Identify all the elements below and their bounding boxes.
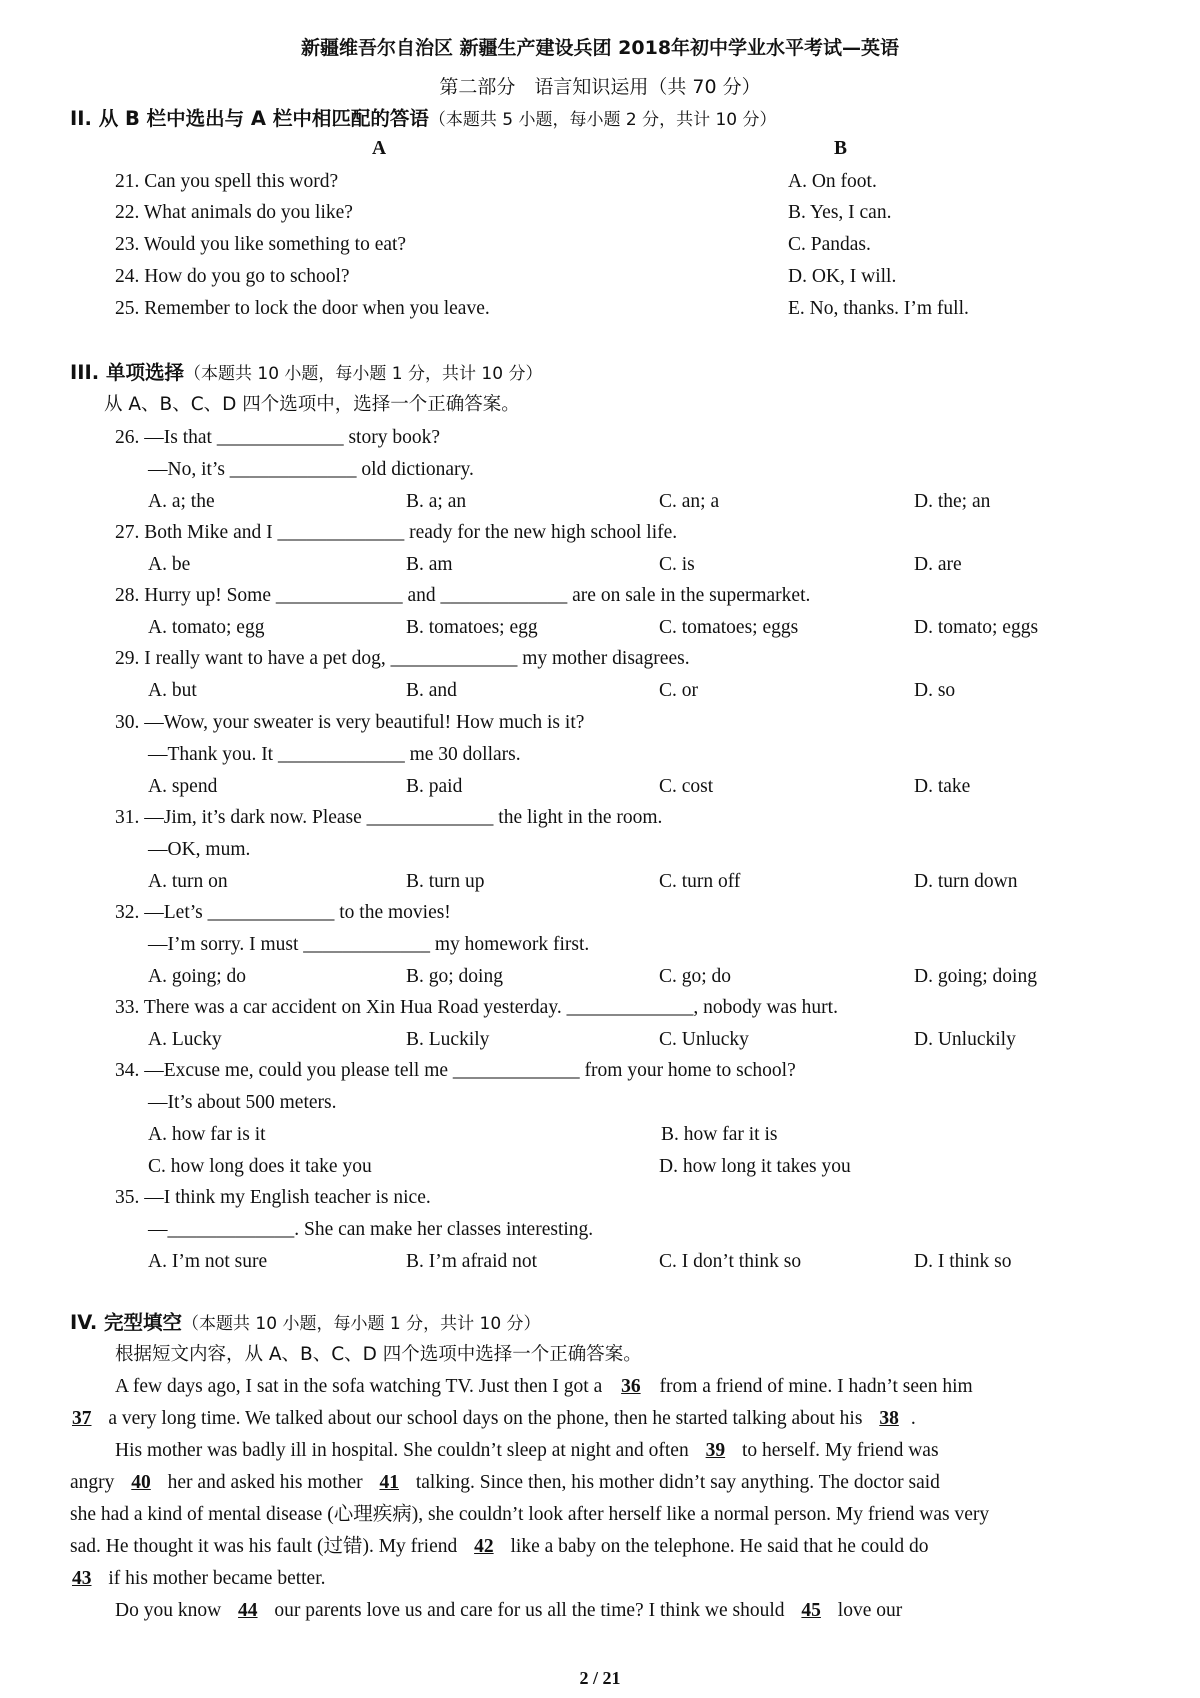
passage-line-8 — [115, 1599, 902, 1623]
blank-43: 43 — [72, 1568, 92, 1589]
match-answer-c: C. Pandas. — [788, 234, 871, 255]
question-30-line1: 30. —Wow, your sweater is very beautiful! How much is it? — [115, 712, 585, 733]
passage-text: to herself. My friend was — [741, 1440, 939, 1461]
blank-45: 45 — [801, 1600, 821, 1621]
q32-option-b: B. go; doing — [406, 966, 503, 987]
q26-option-d: D. the; an — [914, 491, 991, 512]
section-ii-note: （本题共 5 小题，每小题 2 分，共计 10 分） — [428, 110, 777, 130]
q35-option-a: A. I’m not sure — [148, 1251, 268, 1272]
q30-option-a: A. spend — [148, 776, 218, 797]
q31-option-b: B. turn up — [406, 871, 485, 892]
q26-option-c: C. an; a — [659, 491, 720, 512]
q30-option-d: D. take — [914, 776, 971, 797]
question-34-line2: —It’s about 500 meters. — [148, 1092, 337, 1113]
question-34-line1: 34. —Excuse me, could you please tell me _____________ from your home to school? — [115, 1060, 796, 1081]
q34-option-c: C. how long does it take you — [148, 1156, 372, 1177]
q31-option-a: A. turn on — [148, 871, 228, 892]
question-35-line2: —_____________. She can make her classes interesting. — [148, 1219, 594, 1240]
q27-option-a: A. be — [148, 554, 191, 575]
passage-text: from a friend of mine. I hadn’t seen him — [659, 1376, 973, 1397]
passage-text: . — [910, 1408, 916, 1429]
passage-line-3 — [115, 1439, 939, 1463]
section-iii-note: （本题共 10 小题，每小题 1 分，共计 10 分） — [183, 364, 543, 384]
q35-option-b: B. I’m afraid not — [406, 1251, 538, 1272]
match-question-21: 21. Can you spell this word? — [115, 171, 339, 192]
match-answer-a: A. On foot. — [788, 171, 877, 192]
passage-line-5: she had a kind of mental disease (心理疾病), she couldn’t look after herself like a normal person. My friend was very — [70, 1504, 990, 1525]
passage-text: Do you know — [115, 1600, 222, 1621]
blank-39: 39 — [705, 1440, 726, 1461]
section-iii-heading — [70, 361, 542, 386]
blank-41: 41 — [379, 1472, 399, 1493]
section-iv-note: （本题共 10 小题，每小题 1 分，共计 10 分） — [182, 1314, 541, 1334]
section-iv-instruction: 根据短文内容，从 A、B、C、D 四个选项中选择一个正确答案。 — [115, 1344, 642, 1365]
passage-text: sad. He thought it was his fault (过错). My friend — [70, 1536, 458, 1557]
q26-option-a: A. a; the — [148, 491, 215, 512]
part-title: 第二部分 语言知识运用（共 70 分） — [439, 76, 761, 98]
q29-option-d: D. so — [914, 680, 956, 701]
question-31-line1: 31. —Jim, it’s dark now. Please _____________ the light in the room. — [115, 807, 663, 828]
blank-44: 44 — [238, 1600, 258, 1621]
q27-option-d: D. are — [914, 554, 962, 575]
match-answer-d: D. OK, I will. — [788, 266, 897, 287]
match-answer-b: B. Yes, I can. — [788, 202, 892, 223]
section-iii-instruction: 从 A、B、C、D 四个选项中，选择一个正确答案。 — [104, 394, 520, 415]
question-30-line2: —Thank you. It _____________ me 30 dollars. — [148, 744, 521, 765]
q27-option-b: B. am — [406, 554, 453, 575]
blank-37: 37 — [72, 1408, 92, 1429]
match-question-22: 22. What animals do you like? — [115, 202, 353, 223]
question-35-line1: 35. —I think my English teacher is nice. — [115, 1187, 431, 1208]
question-27: 27. Both Mike and I _____________ ready for the new high school life. — [115, 522, 678, 543]
q27-option-c: C. is — [659, 554, 695, 575]
q26-option-b: B. a; an — [406, 491, 467, 512]
passage-line-1 — [115, 1375, 973, 1399]
question-31-line2: —OK, mum. — [148, 839, 251, 860]
q28-option-b: B. tomatoes; egg — [406, 617, 538, 638]
exam-title: 新疆维吾尔自治区 新疆生产建设兵团 2018年初中学业水平考试—英语 — [300, 37, 900, 59]
q33-option-c: C. Unlucky — [659, 1029, 749, 1050]
q33-option-a: A. Lucky — [148, 1029, 222, 1050]
match-answer-e: E. No, thanks. I’m full. — [788, 298, 969, 319]
q34-option-b: B. how far it is — [661, 1124, 778, 1145]
q30-option-b: B. paid — [406, 776, 463, 797]
q32-option-a: A. going; do — [148, 966, 247, 987]
q29-option-c: C. or — [659, 680, 698, 701]
passage-text: talking. Since then, his mother didn’t say anything. The doctor said — [415, 1472, 940, 1493]
passage-text: His mother was badly ill in hospital. She couldn’t sleep at night and often — [115, 1440, 689, 1461]
match-question-24: 24. How do you go to school? — [115, 266, 350, 287]
section-iii-title: III. 单项选择 — [70, 361, 184, 384]
question-26-line1: 26. —Is that _____________ story book? — [115, 427, 440, 448]
section-ii-heading — [70, 107, 777, 132]
q32-option-c: C. go; do — [659, 966, 732, 987]
q33-option-b: B. Luckily — [406, 1029, 490, 1050]
passage-line-2 — [70, 1407, 916, 1431]
passage-line-6 — [70, 1535, 929, 1559]
q29-option-a: A. but — [148, 680, 197, 701]
q31-option-d: D. turn down — [914, 871, 1018, 892]
passage-line-7 — [70, 1567, 326, 1591]
passage-text: angry — [70, 1472, 115, 1493]
section-ii-title: II. 从 B 栏中选出与 A 栏中相匹配的答语 — [70, 107, 429, 130]
q31-option-c: C. turn off — [659, 871, 741, 892]
passage-text: love our — [837, 1600, 903, 1621]
passage-text: like a baby on the telephone. He said that he could do — [510, 1536, 929, 1557]
passage-text: her and asked his mother — [167, 1472, 363, 1493]
question-29: 29. I really want to have a pet dog, _____________ my mother disagrees. — [115, 648, 690, 669]
q30-option-c: C. cost — [659, 776, 714, 797]
q28-option-a: A. tomato; egg — [148, 617, 265, 638]
question-33: 33. There was a car accident on Xin Hua Road yesterday. _____________, nobody was hurt. — [115, 997, 838, 1018]
question-32-line1: 32. —Let’s _____________ to the movies! — [115, 902, 451, 923]
section-iv-title: IV. 完型填空 — [70, 1311, 183, 1334]
q33-option-d: D. Unluckily — [914, 1029, 1016, 1050]
question-28: 28. Hurry up! Some _____________ and _____________ are on sale in the supermarket. — [115, 585, 811, 606]
passage-text: a very long time. We talked about our school days on the phone, then he started talking about his — [108, 1408, 863, 1429]
q34-option-d: D. how long it takes you — [659, 1156, 851, 1177]
question-32-line2: —I’m sorry. I must _____________ my homework first. — [148, 934, 590, 955]
q35-option-c: C. I don’t think so — [659, 1251, 802, 1272]
match-question-25: 25. Remember to lock the door when you leave. — [115, 298, 490, 319]
blank-38: 38 — [879, 1408, 899, 1429]
section-iv-heading — [70, 1311, 541, 1336]
column-a-label: A — [372, 138, 387, 159]
blank-42: 42 — [474, 1536, 494, 1557]
q28-option-d: D. tomato; eggs — [914, 617, 1039, 638]
passage-text: if his mother became better. — [108, 1568, 326, 1589]
q34-option-a: A. how far is it — [148, 1124, 266, 1145]
match-question-23: 23. Would you like something to eat? — [115, 234, 407, 255]
page-number: 2 / 21 — [579, 1668, 621, 1688]
q32-option-d: D. going; doing — [914, 966, 1037, 987]
question-26-line2: —No, it’s _____________ old dictionary. — [148, 459, 474, 480]
blank-36: 36 — [621, 1376, 641, 1397]
q29-option-b: B. and — [406, 680, 457, 701]
q35-option-d: D. I think so — [914, 1251, 1012, 1272]
passage-text: A few days ago, I sat in the sofa watching TV. Just then I got a — [115, 1376, 603, 1397]
column-b-label: B — [834, 138, 848, 159]
q28-option-c: C. tomatoes; eggs — [659, 617, 799, 638]
blank-40: 40 — [131, 1472, 151, 1493]
passage-text: our parents love us and care for us all the time? I think we should — [274, 1600, 785, 1621]
passage-line-4 — [70, 1471, 940, 1495]
